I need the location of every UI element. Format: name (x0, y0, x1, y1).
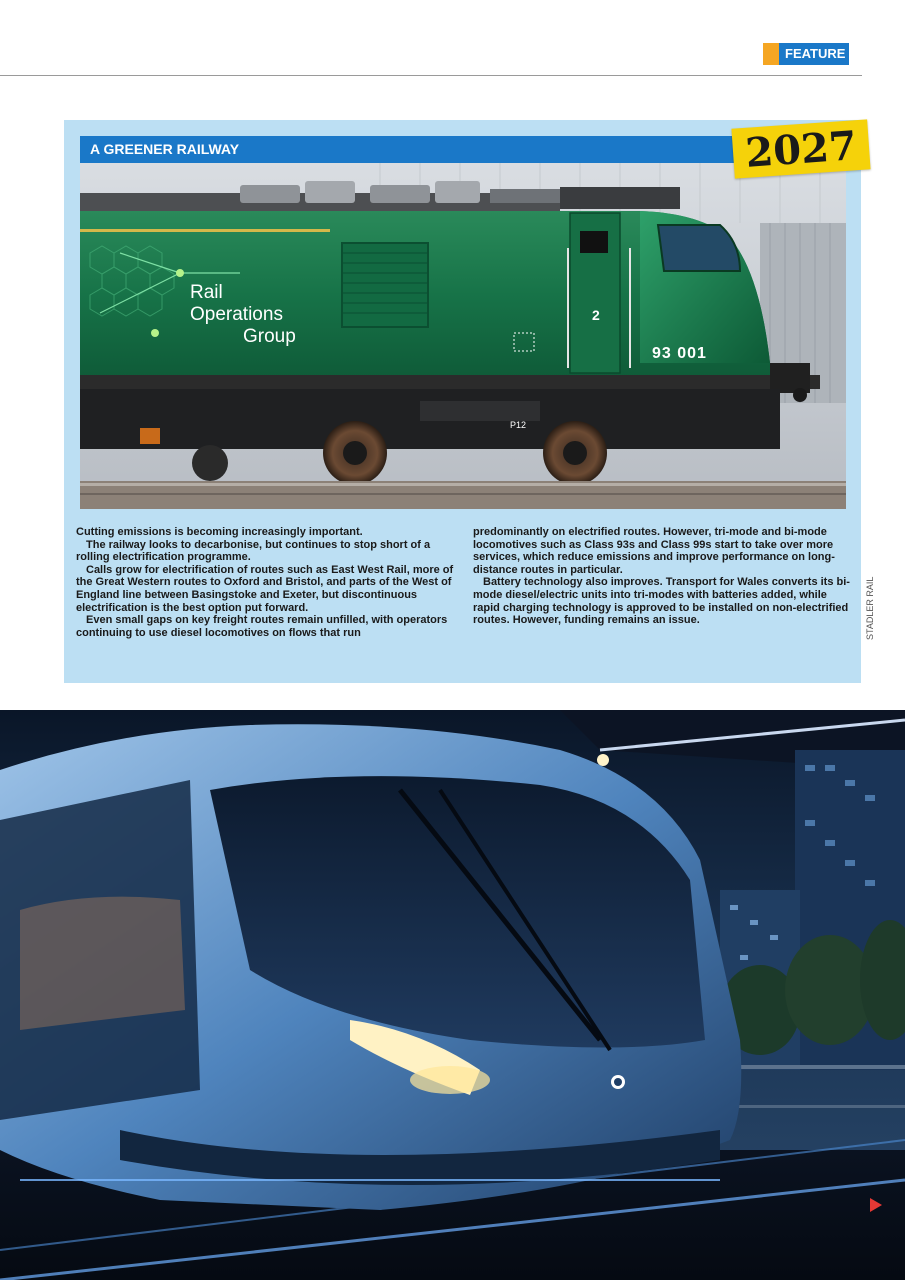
body-paragraph: Cutting emissions is becoming increasingly important. (76, 526, 363, 538)
bogie-label: P12 (510, 420, 527, 430)
body-paragraph: Calls grow for electrification of routes such as East West Rail, more of the Great Western routes to Oxford and Bristol, and parts of the West of England line between Basingstoke and Exeter, but discontinuous electrification is the best option put forward. (76, 563, 454, 614)
body-column-left (76, 526, 456, 639)
body-paragraph: Battery technology also improves. Transport for Wales converts its bi-mode diesel/electric units into tri-modes with batteries added, while rapid charging technology is approved to be installed on non-electrified routes. However, funding remains an issue. (473, 576, 850, 627)
year-badge: 2027 (731, 119, 870, 178)
section-tag-label: FEATURE (779, 43, 849, 65)
section-tag-accent (763, 43, 779, 65)
locomotive-photo (80, 163, 846, 509)
header-rule (0, 75, 862, 76)
body-paragraph: The railway looks to decarbonise, but continues to stop short of a rolling electrification programme. (76, 538, 431, 564)
next-page-arrow-icon[interactable] (870, 1198, 882, 1212)
livery-text-group: Group (243, 326, 296, 347)
body-paragraph: Even small gaps on key freight routes remain unfilled, with operators continuing to use diesel locomotives on flows that run (76, 614, 448, 639)
panel-header: A GREENER RAILWAY (80, 136, 760, 163)
body-paragraph: predominantly on electrified routes. However, tri-mode and bi-mode locomotives such as Class 93s and Class 99s start to take over more services, which reduce emissions and improve performance on long-distance routes in particular. (473, 526, 835, 576)
livery-text-operations: Operations (190, 304, 283, 325)
livery-text-rail: Rail (190, 282, 223, 303)
tram-photo (0, 710, 905, 1280)
photo-credit: STADLER RAIL (865, 576, 875, 640)
body-column-right (473, 526, 853, 627)
section-tag (763, 43, 849, 65)
loco-number: 93 001 (652, 345, 707, 362)
cab-number: 2 (592, 307, 600, 323)
